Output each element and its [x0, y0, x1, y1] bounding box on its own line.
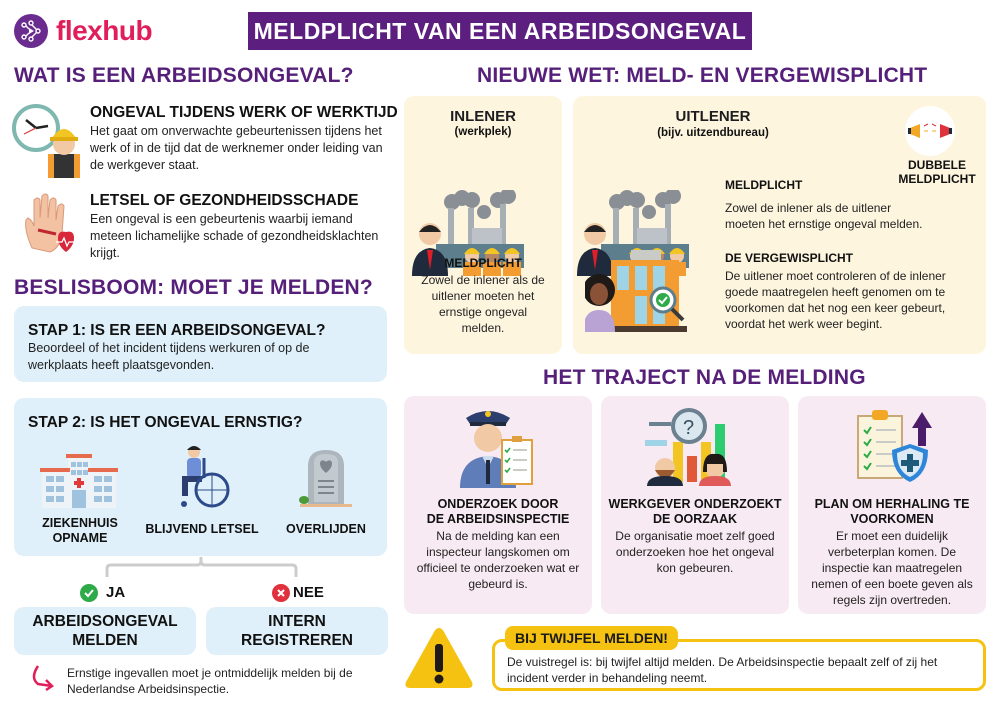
step-2-card — [14, 398, 387, 556]
step-2-title: STAP 2: IS HET ONGEVAL ERNSTIG? — [28, 414, 303, 431]
trajectory-card-2-title: WERKGEVER ONDERZOEKT DE OORZAAK — [608, 497, 782, 526]
gravestone-icon — [296, 448, 356, 508]
brand-logo — [14, 14, 152, 48]
svg-text:?: ? — [683, 417, 695, 439]
trajectory-card-3-title: PLAN OM HERHALING TE VOORKOMEN — [814, 497, 970, 526]
yes-label: JA — [80, 583, 125, 602]
severity-option-permanent-injury: BLIJVEND LETSEL — [145, 522, 259, 536]
clock-worker-icon — [12, 98, 82, 178]
warning-title: BIJ TWIJFEL MELDEN! — [505, 626, 678, 650]
no-label: NEE — [272, 583, 324, 602]
x-circle-icon — [272, 584, 290, 602]
network-logo-icon — [14, 14, 48, 48]
inlener-card — [404, 96, 562, 354]
logo-text: flexhub — [56, 15, 153, 46]
check-circle-icon — [80, 584, 98, 602]
vergewisplicht-title: DE VERGEWISPLICHT — [725, 251, 854, 265]
uitlener-title: UITLENER — [675, 108, 751, 125]
inlener-subtitle: (werkplek) — [454, 126, 512, 138]
severity-option-death: OVERLIJDEN — [286, 522, 366, 536]
building-inspection-icon — [585, 246, 695, 332]
section-heading-decision-tree: BESLISBOOM: MOET JE MELDEN? — [14, 276, 373, 299]
what-is-item-2-text: Een ongeval is een gebeurtenis waarbij iemand meteen lichamelijke schade of gezondheidsklachten krijgt. — [90, 212, 379, 260]
section-heading-new-law: NIEUWE WET: MELD- EN VERGEWISPLICHT — [477, 64, 928, 87]
warning-text: De vuistregel is: bij twijfel altijd melden. De Arbeidsinspectie bepaalt zelf of zij het incident verder in behandeling neemt. — [507, 655, 938, 685]
uitlener-card — [573, 96, 986, 354]
severity-option-hospital: ZIEKENHUIS OPNAME — [42, 516, 118, 545]
what-is-item-1-title: ONGEVAL TIJDENS WERK OF WERKTIJD — [90, 104, 398, 121]
section-heading-trajectory: HET TRAJECT NA DE MELDING — [543, 366, 866, 389]
trajectory-card-1-text: Na de melding kan een inspecteur langskomen om officieel te onderzoeken wat er gebeurd is. — [416, 529, 580, 591]
wheelchair-icon — [174, 444, 234, 510]
decision-tree-note: Ernstige ingevallen moet je ontmiddelijk melden bij de Nederlandse Arbeidsinspectie. — [67, 666, 353, 696]
trajectory-card-inspection — [404, 396, 592, 614]
hospital-icon — [40, 454, 118, 510]
clipboard-shield-icon — [856, 406, 936, 486]
inlener-duty-text: Zowel de inlener als de uitlener moeten het ernstige ongeval melden. — [421, 273, 545, 335]
double-duty-badge: DUBBELE MELDPLICHT — [898, 158, 976, 186]
outcome-register-card: INTERN REGISTREREN — [206, 607, 388, 655]
trajectory-card-prevention — [798, 396, 986, 614]
warning-triangle-icon — [404, 626, 474, 690]
step-1-card — [14, 306, 387, 382]
investigation-chart-icon — [645, 406, 745, 486]
uitlener-meldplicht-title: MELDPLICHT — [725, 178, 803, 192]
inspector-icon — [460, 404, 536, 488]
page-title: MELDPLICHT VAN EEN ARBEIDSONGEVAL — [248, 12, 752, 50]
uitlener-subtitle: (bijv. uitzendbureau) — [657, 127, 769, 139]
trajectory-card-2-text: De organisatie moet zelf goed onderzoeken hoe het ongeval kon gebeuren. — [615, 529, 775, 575]
outcome-report-card: ARBEIDSONGEVAL MELDEN — [14, 607, 196, 655]
what-is-item-2-title: LETSEL OF GEZONDHEIDSSCHADE — [90, 192, 359, 209]
step-1-title: STAP 1: IS ER EEN ARBEIDSONGEVAL? — [28, 322, 326, 339]
trajectory-card-3-text: Er moet een duidelijk verbeterplan komen. De inspectie kan maatregelen nemen of een boete geven als regels zijn overtreden. — [811, 529, 973, 607]
vergewisplicht-text: De uitlener moet controleren of de inlener goede maatregelen heeft genomen om te voorkomen dat het nog een keer gebeurt, voordat het werk weer begint. — [725, 269, 946, 331]
decision-branch-connector — [105, 557, 298, 577]
curved-arrow-icon — [28, 664, 56, 692]
trajectory-card-employer — [601, 396, 789, 614]
section-heading-what-is: WAT IS EEN ARBEIDSONGEVAL? — [14, 64, 354, 87]
step-1-text: Beoordeel of het incident tijdens werkuren of op de werkplaats heeft plaatsgevonden. — [28, 341, 310, 372]
inlener-duty-title: MELDPLICHT — [444, 256, 522, 270]
what-is-item-1-text: Het gaat om onverwachte gebeurtenissen tijdens het werk of in de tijd dat de werknemer onder leiding van de werkgever staat. — [90, 124, 383, 172]
trajectory-card-1-title: ONDERZOEK DOOR DE ARBEIDSINSPECTIE — [426, 497, 570, 526]
uitlener-meldplicht-text: Zowel de inlener als de uitlener moeten het ernstige ongeval melden. — [725, 201, 923, 231]
megaphones-icon — [905, 106, 955, 156]
injured-hand-icon — [18, 190, 82, 256]
inlener-title: INLENER — [450, 108, 516, 125]
